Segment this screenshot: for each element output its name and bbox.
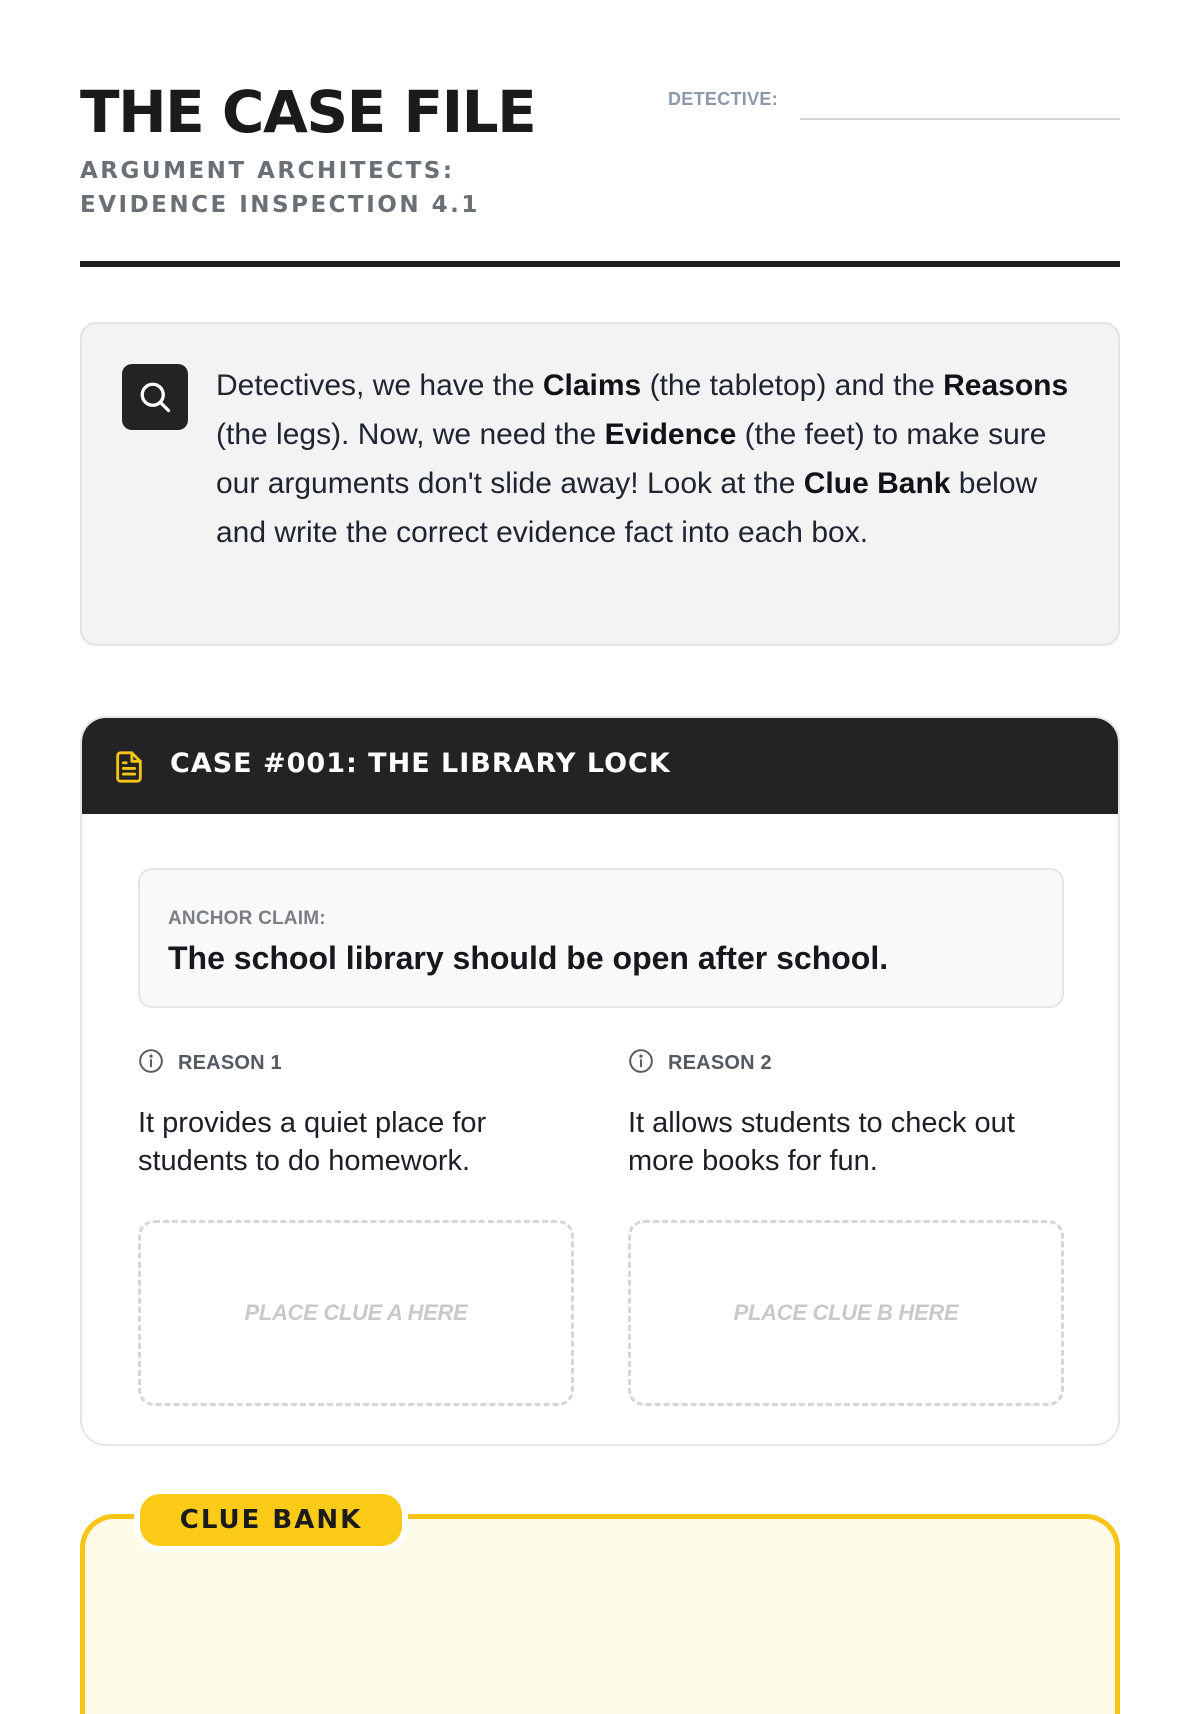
case-title: CASE #001: THE LIBRARY LOCK xyxy=(170,748,671,779)
case-header xyxy=(82,718,1118,814)
intro-keyword: Evidence xyxy=(604,418,737,451)
anchor-claim-text: The school library should be open after school. xyxy=(168,940,889,976)
detective-label: DETECTIVE: xyxy=(668,89,779,109)
reason-text: It provides a quiet place for students to do homework. xyxy=(138,1107,487,1177)
page-subtitle: ARGUMENT ARCHITECTS: EVIDENCE INSPECTION 4.1 xyxy=(80,158,480,218)
clue-bank-label-pill xyxy=(134,1488,408,1552)
dropzone-placeholder: PLACE CLUE A HERE xyxy=(244,1300,468,1325)
clue-bank-label: CLUE BANK xyxy=(179,1505,363,1535)
reason-header xyxy=(138,1048,282,1078)
page-title: THE CASE FILE xyxy=(80,78,536,146)
intro-keyword: Clue Bank xyxy=(803,467,951,500)
intro-text-segment: below and write the correct evidence fact into each box. xyxy=(216,467,1038,549)
reason-text: It allows students to check out more books for fun. xyxy=(628,1107,1015,1177)
dropzone-placeholder: PLACE CLUE B HERE xyxy=(733,1300,959,1325)
info-icon xyxy=(628,1048,654,1079)
intro-panel xyxy=(80,322,1120,646)
intro-text-segment: (the feet) to make sure our arguments don't slide away! Look at the xyxy=(216,418,1047,500)
case-card xyxy=(80,716,1120,1446)
clue-b-dropzone[interactable] xyxy=(628,1220,1064,1406)
intro-text-segment: Detectives, we have the xyxy=(216,369,543,402)
reason-label: REASON 2 xyxy=(668,1051,772,1074)
header-divider xyxy=(80,261,1120,267)
detective-name-field[interactable] xyxy=(800,118,1120,120)
reason-header xyxy=(628,1048,772,1078)
intro-text-segment: (the tabletop) and the xyxy=(641,369,944,402)
info-icon xyxy=(138,1048,164,1079)
search-icon xyxy=(122,364,188,430)
anchor-claim-label: ANCHOR CLAIM: xyxy=(168,908,326,929)
reason-label: REASON 1 xyxy=(178,1051,282,1074)
intro-text-segment: (the legs). Now, we need the xyxy=(216,418,605,451)
intro-keyword: Reasons xyxy=(943,369,1069,402)
page-header xyxy=(80,0,1120,268)
document-icon xyxy=(112,748,146,791)
intro-keyword: Claims xyxy=(542,369,642,402)
anchor-claim-box xyxy=(138,868,1064,1008)
clue-a-dropzone[interactable] xyxy=(138,1220,574,1406)
intro-text xyxy=(216,361,1086,557)
